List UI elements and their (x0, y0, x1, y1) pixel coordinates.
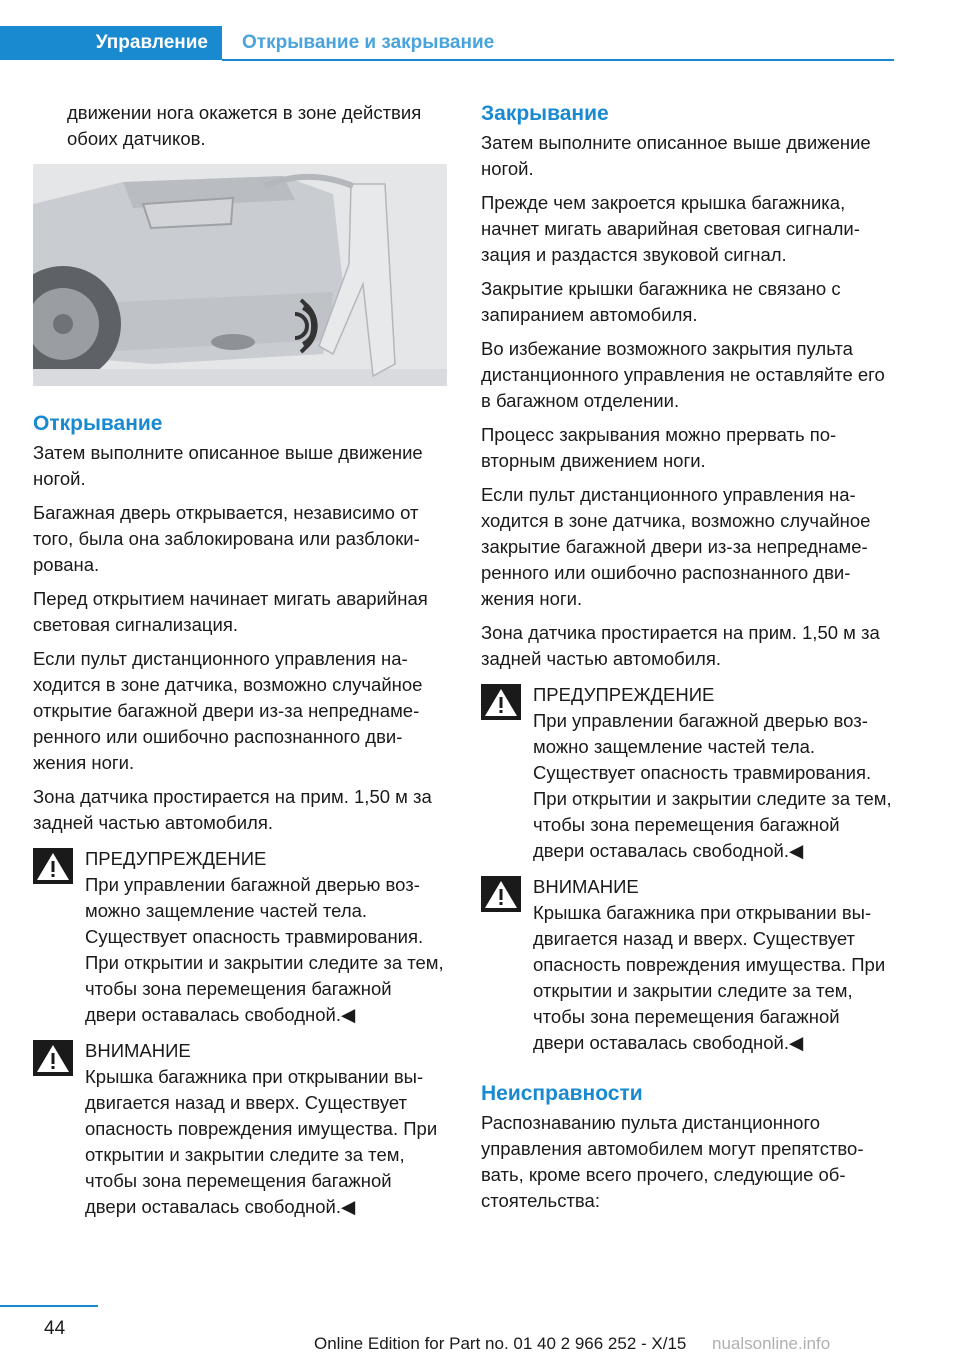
right-paragraph-3: Закрытие крышки багажника не связано с запиранием автомобиля. (481, 278, 841, 325)
header-section: Управление (0, 26, 222, 60)
left-warning-2 (33, 1038, 447, 1220)
right-paragraph-7: Зона датчика простирается на прим. 1,50 м за задней частью автомобиля. (481, 622, 880, 669)
warning-triangle-icon (33, 848, 73, 884)
right-paragraph-2: Прежде чем закроется крышка багажника, начнет мигать аварийная световая сигнализация и раздастся звуковой сигнал. (481, 192, 860, 265)
page-number: 44 (44, 1318, 66, 1339)
caution-title: ВНИМАНИЕ (533, 876, 639, 897)
caution-text: Крышка багажника при открывании выдвигается назад и вверх. Существует опасность повреждения имущества. При открытии и закрытии следите за тем, чтобы зона перемещения багажной двери оставалась свободной.◀ (533, 902, 886, 1053)
caution-title: ВНИМАНИЕ (85, 1040, 191, 1061)
warning-title: ПРЕДУПРЕЖДЕНИЕ (533, 684, 715, 705)
left-paragraph-4: Если пульт дистанционного управления находится в зоне датчика, возможно случайное открытие багажной двери из-за непреднамеренного или ошибочно распознанного движения ноги. (33, 648, 423, 773)
right-warning-1 (481, 682, 895, 864)
header-rule (222, 59, 894, 61)
watermark-text: nualsonline.info (712, 1334, 831, 1353)
right-warning-2 (481, 874, 895, 1056)
intro-text: движении нога окажется в зоне действия обоих датчиков. (67, 102, 422, 149)
left-column (33, 100, 447, 1228)
left-paragraph-1: Затем выполните описанное выше движение ногой. (33, 442, 423, 489)
heading-opening: Открывание (33, 412, 163, 435)
left-warning-1 (33, 846, 447, 1028)
footer-rule (0, 1305, 98, 1307)
right-column (481, 100, 895, 1222)
header-subsection: Открывание и закрывание (242, 32, 495, 53)
tailgate-illustration (33, 164, 447, 386)
right-paragraph-4: Во избежание возможного закрытия пульта дистанционного управления не оставляйте его в багажном отделении. (481, 338, 885, 411)
warning-title: ПРЕДУПРЕЖДЕНИЕ (85, 848, 267, 869)
left-paragraph-2: Багажная дверь открывается, независимо от того, была она заблокирована или разблокирована. (33, 502, 420, 575)
right-paragraph-8: Распознаванию пульта дистанционного управления автомобилем могут препятствовать, кроме всего прочего, следующие обстоятельства: (481, 1112, 864, 1211)
right-paragraph-5: Процесс закрывания можно прервать повторным движением ноги. (481, 424, 837, 471)
right-paragraph-6: Если пульт дистанционного управления находится в зоне датчика, возможно случайное закрытие багажной двери из-за непреднамеренного или ошибочно распознанного движения ноги. (481, 484, 871, 609)
page-header (0, 26, 960, 62)
caution-text: Крышка багажника при открывании выдвигается назад и вверх. Существует опасность повреждения имущества. При открытии и закрытии следите за тем, чтобы зона перемещения багажной двери оставалась свободной.◀ (85, 1066, 438, 1217)
right-paragraph-1: Затем выполните описанное выше движение ногой. (481, 132, 871, 179)
warning-triangle-icon (33, 1040, 73, 1076)
edition-text: Online Edition for Part no. 01 40 2 966 252 - X/15 (314, 1334, 687, 1353)
warning-text: При управлении багажной дверью возможно защемление частей тела. Существует опасность травмирования. При открытии и закрытии следите за тем, чтобы зона перемещения багажной двери оставалась свободной.◀ (85, 874, 444, 1025)
warning-text: При управлении багажной дверью возможно защемление частей тела. Существует опасность травмирования. При открытии и закрытии следите за тем, чтобы зона перемещения багажной двери оставалась свободной.◀ (533, 710, 892, 861)
left-paragraph-5: Зона датчика простирается на прим. 1,50 м за задней частью автомобиля. (33, 786, 432, 833)
heading-malfunctions: Неисправности (481, 1082, 643, 1105)
warning-triangle-icon (481, 876, 521, 912)
left-paragraph-3: Перед открытием начинает мигать аварийная световая сигнализация. (33, 588, 428, 635)
warning-triangle-icon (481, 684, 521, 720)
heading-closing: Закрывание (481, 102, 609, 125)
